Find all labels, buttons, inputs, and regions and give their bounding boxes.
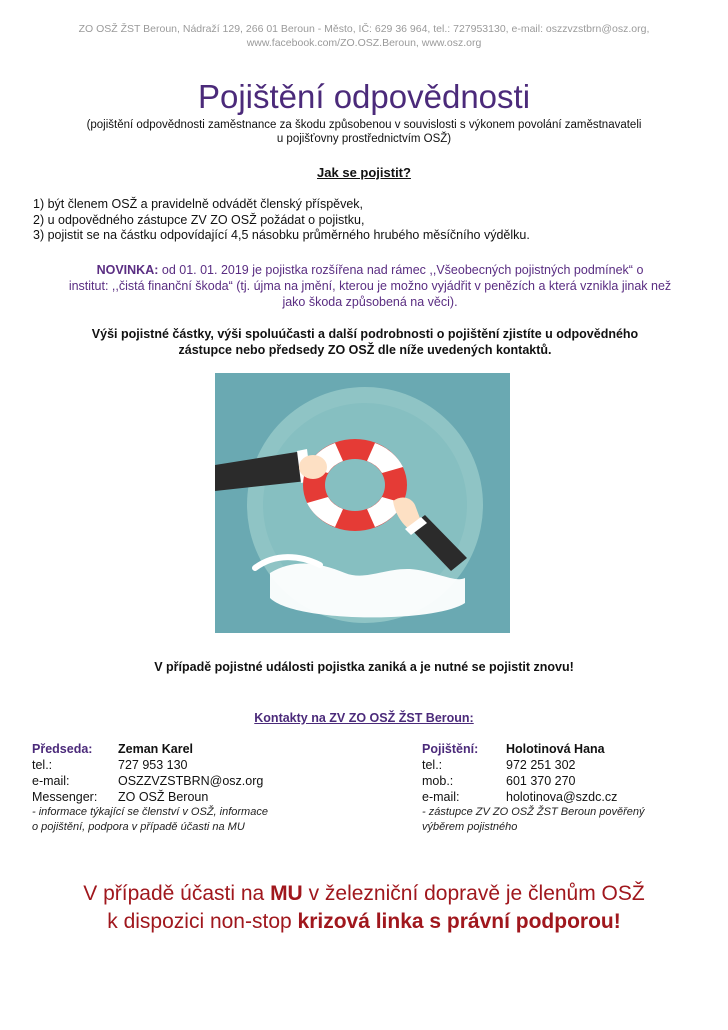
warning-text: V případě pojistné události pojistka zaniká a je nutné se pojistit znovu! xyxy=(154,660,574,674)
novinka-label: NOVINKA: xyxy=(96,263,159,277)
novinka-line-3: jako škoda způsobená na věci). xyxy=(282,295,458,309)
contact-note-line-1: - informace týkající se členství v OSŽ, informace xyxy=(32,806,268,818)
contact-note-line-2: o pojištění, podpora v případě účasti na MU xyxy=(32,821,245,833)
subtitle-line-2: u pojišťovny prostřednictvím OSŽ) xyxy=(276,133,452,145)
steps-list xyxy=(33,197,530,244)
footer-text: k dispozici non-stop xyxy=(107,910,298,933)
contact-label: e-mail: xyxy=(422,790,460,804)
howto-heading: Jak se pojistit? xyxy=(317,165,411,180)
contact-label: mob.: xyxy=(422,774,454,788)
contact-label: e-mail: xyxy=(32,774,70,788)
contact-phone: 972 251 302 xyxy=(506,758,576,772)
step-item: 1) být členem OSŽ a pravidelně odvádět členský příspěvek, xyxy=(33,197,364,211)
contact-email-link[interactable]: holotinova@szdc.cz xyxy=(506,790,618,804)
contact-messenger: ZO OSŽ Beroun xyxy=(118,790,209,804)
contact-note-line-1: - zástupce ZV ZO OSŽ ŽST Beroun pověřený xyxy=(422,806,645,818)
footer-text: v železniční dopravě je členům OSŽ xyxy=(302,882,645,905)
lifebuoy-rescue-illustration xyxy=(215,373,510,633)
novinka-line-1: od 01. 01. 2019 je pojistka rozšířena nad rámec ,,Všeobecných pojistných podmínek“ o xyxy=(158,263,644,277)
footer-text: V případě účasti na xyxy=(83,882,271,905)
info-line-1: Výši pojistné částky, výši spoluúčasti a další podrobnosti o pojištění zjistíte u odpovědného xyxy=(91,327,639,341)
contact-role: Pojištění: xyxy=(422,742,479,756)
info-paragraph xyxy=(40,326,690,358)
footer-emphasis: krizová linka s právní podporou! xyxy=(297,910,621,933)
step-item: 3) pojistit se na částku odpovídající 4,5 násobku průměrného hrubého měsíčního výdělku. xyxy=(33,228,530,242)
contact-email-link[interactable]: OSZZVZSTBRN@osz.org xyxy=(118,774,264,788)
contact-label: tel.: xyxy=(422,758,443,772)
novinka-line-2: institut: ,,čistá finanční škoda“ (tj. újma na jmění, kterou je možno vyjádřit v penězích a která vznikla jinak než xyxy=(68,279,672,293)
contact-label: tel.: xyxy=(32,758,53,772)
header-line-1: ZO OSŽ ŽST Beroun, Nádraží 129, 266 01 Beroun - Město, IČ: 629 36 964, tel.: 727953130, e-mail: oszzvzstbrn@osz.org, xyxy=(78,23,650,35)
header-line-2: www.facebook.com/ZO.OSZ.Beroun, www.osz.org xyxy=(246,37,482,49)
novinka-paragraph xyxy=(60,262,680,310)
footer-emphasis: MU xyxy=(270,882,303,905)
step-item: 2) u odpovědného zástupce ZV ZO OSŽ požádat o pojistku, xyxy=(33,212,365,227)
contact-mobile: 601 370 270 xyxy=(506,774,576,788)
contact-chairman xyxy=(32,741,332,835)
contact-name: Zeman Karel xyxy=(118,742,194,756)
contact-insurance xyxy=(422,741,712,835)
contacts-heading: Kontakty na ZV ZO OSŽ ŽST Beroun: xyxy=(254,711,474,725)
contact-role: Předseda: xyxy=(32,742,93,756)
subtitle xyxy=(0,118,728,146)
contact-note-line-2: výběrem pojistného xyxy=(422,821,518,833)
crisis-line-footer xyxy=(0,880,728,936)
contact-phone: 727 953 130 xyxy=(118,758,188,772)
subtitle-line-1: (pojištění odpovědnosti zaměstnance za škodu způsobenou v souvislosti s výkonem povolání zaměstnavateli xyxy=(86,119,642,131)
contact-label: Messenger: xyxy=(32,790,98,804)
info-line-2: zástupce nebo předsedy ZO OSŽ dle níže uvedených kontaktů. xyxy=(178,343,552,357)
page-title: Pojištění odpovědnosti xyxy=(197,78,531,115)
contact-name: Holotinová Hana xyxy=(506,742,605,756)
